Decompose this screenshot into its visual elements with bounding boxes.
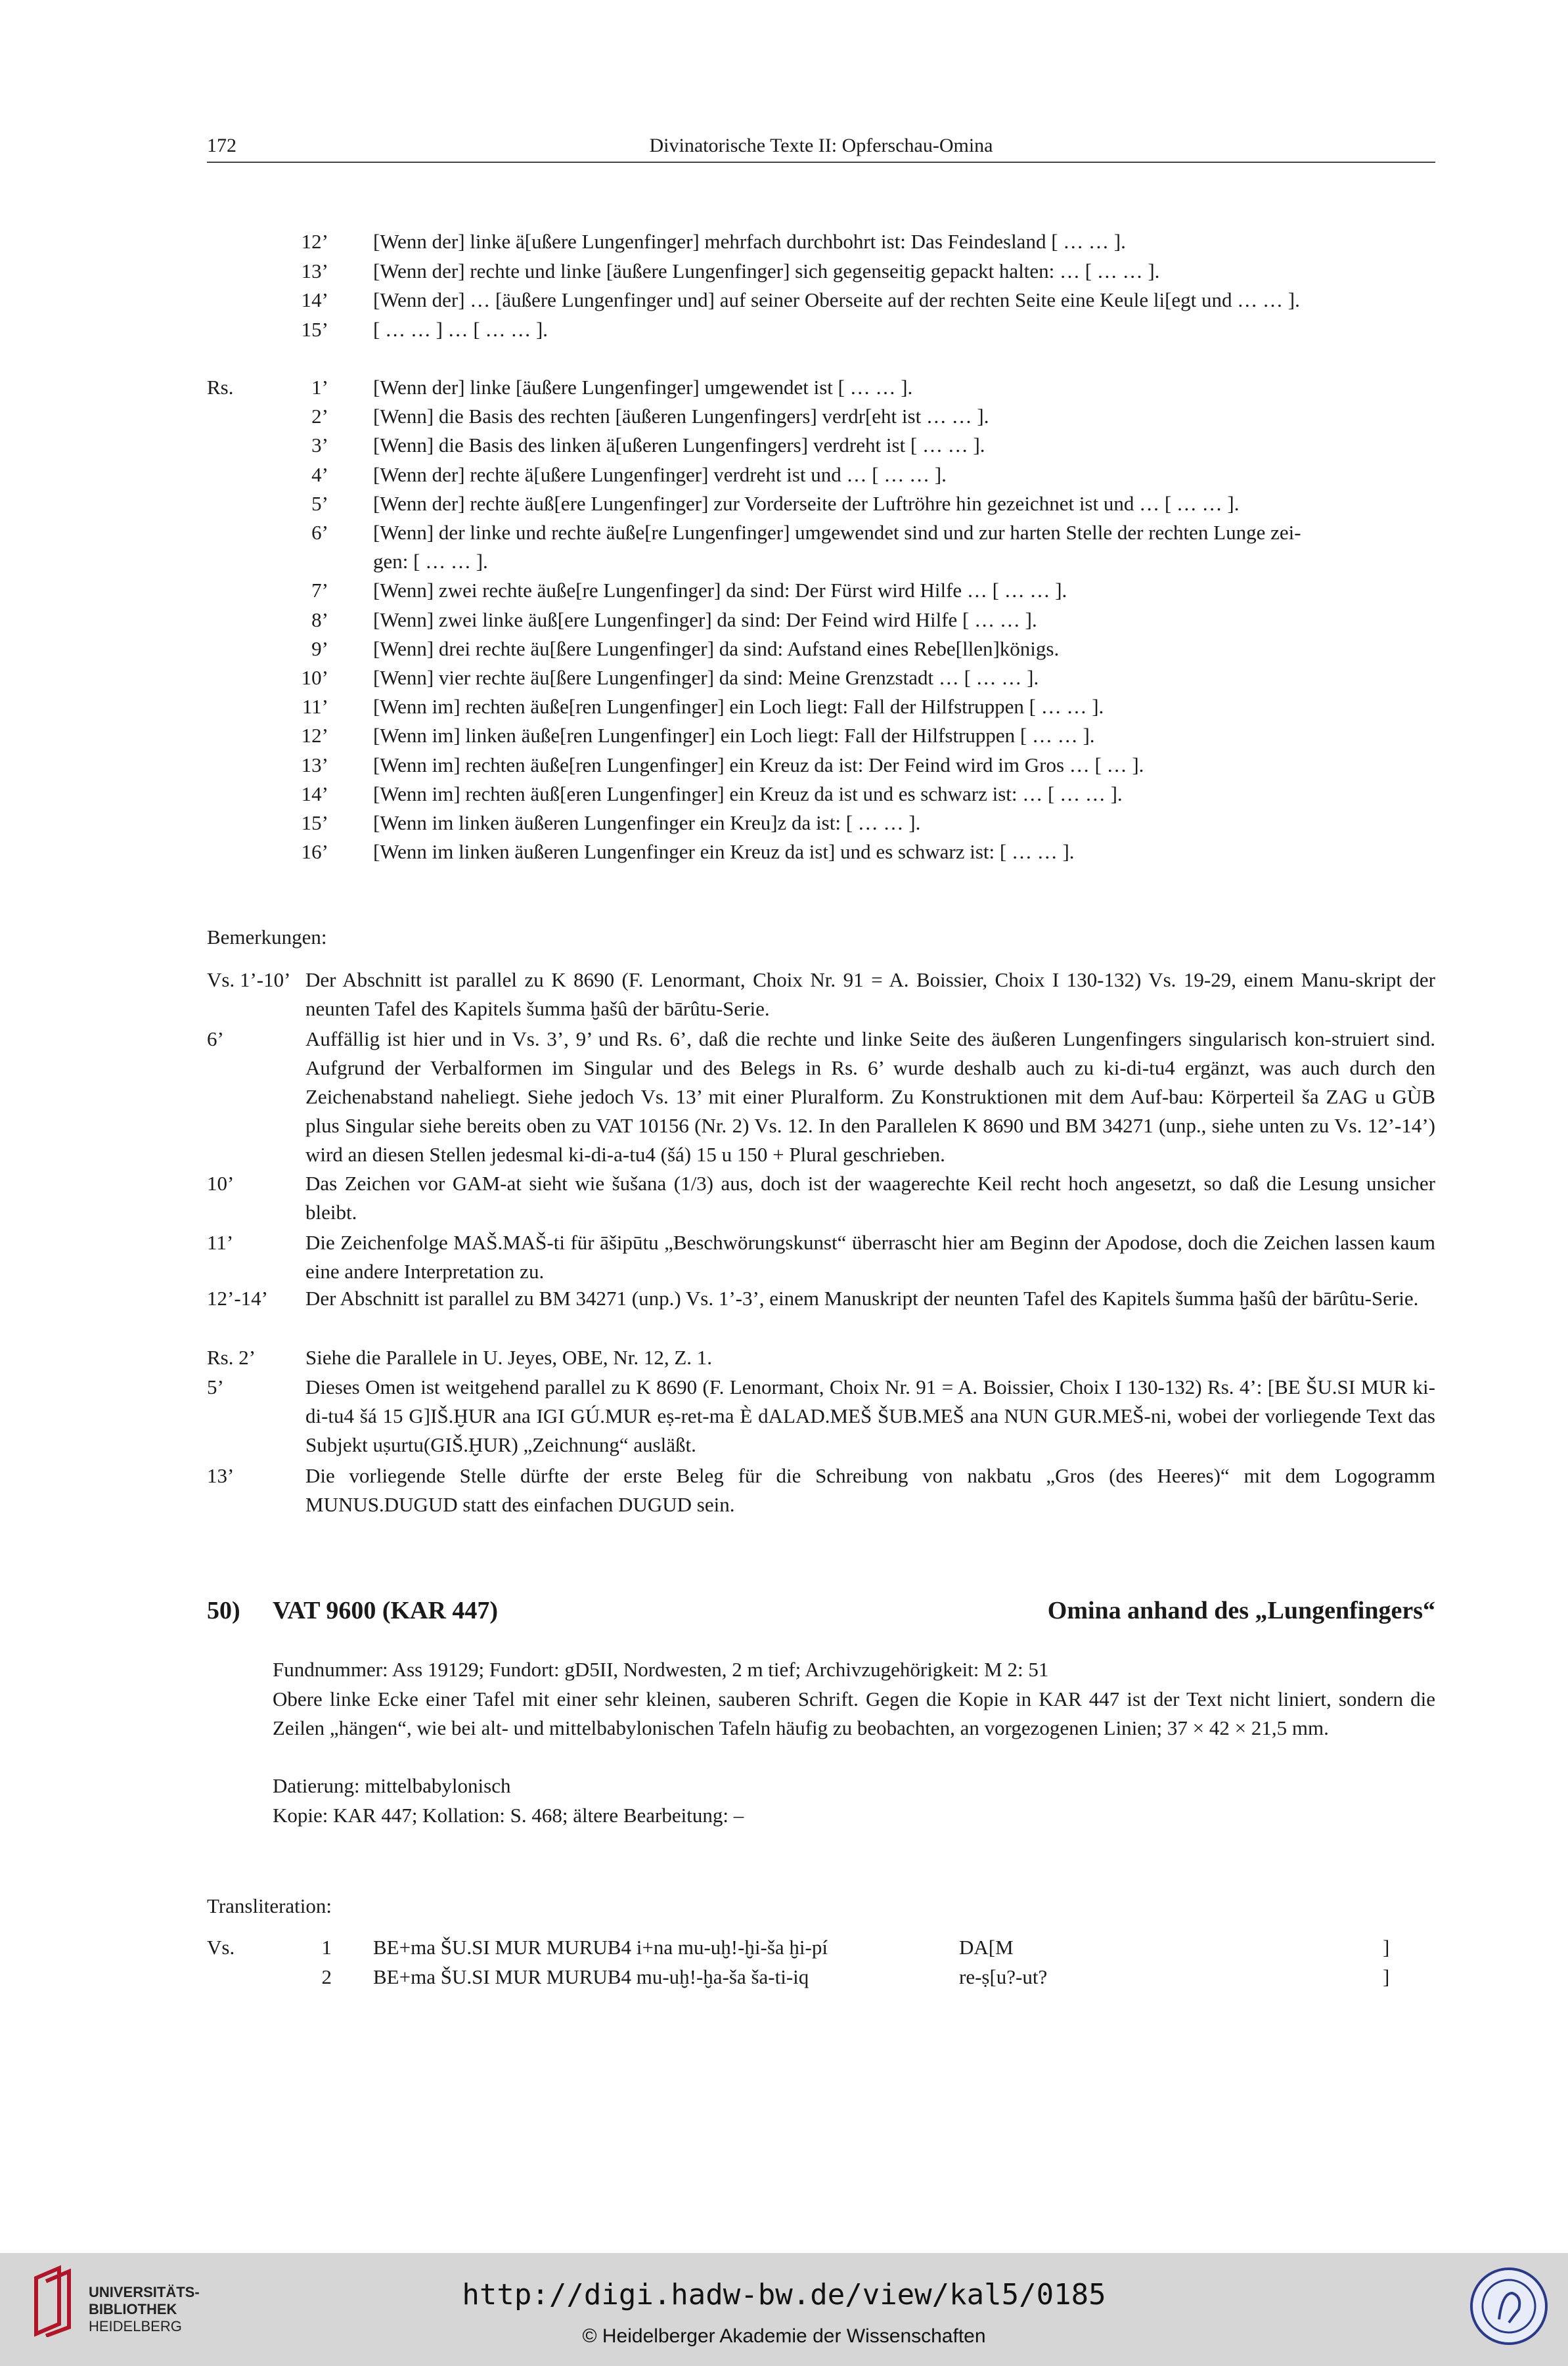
remark-text: Das Zeichen vor GAM-at sieht wie šušana (1/3) aus, doch ist der waagerechte Keil recht hoch angesetzt, so daß die Lesung unsicher bleibt.: [305, 1172, 1435, 1224]
line-number: 12’: [301, 230, 328, 253]
remark-text: Die vorliegende Stelle dürfte der erste Beleg für die Schreibung von nakbatu „Gros (des Heeres)“ mit dem Logogramm MUNUS.DUGUD statt des einfachen DUGUD sein.: [305, 1464, 1435, 1516]
translit-line-text: BE+ma ŠU.SI MUR MURUB4 i+na mu-uḫ!-ḫi-ša ḫi-pí: [373, 1936, 828, 1959]
remark-label: 6’: [207, 1027, 224, 1050]
remark-label: Vs. 1’-10’: [207, 968, 291, 991]
line-text: [Wenn im] rechten äuße[ren Lungenfinger] ein Kreuz da ist: Der Feind wird im Gros … [ … ].: [373, 753, 1144, 776]
header-rule: [207, 162, 1435, 163]
line-text: [Wenn im] linken äuße[ren Lungenfinger] ein Loch liegt: Fall der Hilfstruppen [ … … ].: [373, 724, 1095, 748]
section-subtitle: Omina anhand des „Lungenfingers“: [1047, 1597, 1435, 1624]
remark-text: Die Zeichenfolge MAŠ.MAŠ-ti für āšipūtu „Beschwörungskunst“ überrascht hier am Beginn der Apodose, doch die Zeichen lassen kaum eine andere Interpretation zu.: [305, 1231, 1435, 1283]
logo-line: UNIVERSITÄTS-: [89, 2284, 200, 2300]
line-text: [Wenn im] rechten äuß[eren Lungenfinger] ein Kreuz da ist und es schwarz ist: … [ … … ].: [373, 782, 1123, 805]
line-text: [Wenn] vier rechte äu[ßere Lungenfinger] da sind: Meine Grenzstadt … [ … … ].: [373, 666, 1039, 689]
line-text: [Wenn] zwei linke äuß[ere Lungenfinger] da sind: Der Feind wird Hilfe [ … … ].: [373, 608, 1037, 631]
running-title: Divinatorische Texte II: Opferschau-Omina: [649, 135, 993, 156]
line-number: 15’: [301, 317, 328, 341]
line-text: [Wenn] zwei rechte äuße[re Lungenfinger] da sind: Der Fürst wird Hilfe … [ … … ].: [373, 579, 1067, 602]
line-number: 16’: [301, 840, 328, 864]
line-text: [Wenn im] rechten äuße[ren Lungenfinger] ein Loch liegt: Fall der Hilfstruppen [ … … ].: [373, 695, 1104, 719]
line-text: [Wenn der] linke [äußere Lungenfinger] umgewendet ist [ … … ].: [373, 376, 913, 399]
section-paragraph: Obere linke Ecke einer Tafel mit einer sehr kleinen, sauberen Schrift. Gegen die Kopie in KAR 447 ist der Text nicht liniert, sondern die Zeilen „hängen“, wie bei alt- und mittelbabylonischen Tafeln häufig zu beobachten, an vorgezogenen Linien; 37 × 42 × 21,5 mm.: [273, 1687, 1435, 1739]
line-text: [Wenn] die Basis des linken ä[ußeren Lungenfingers] verdreht ist [ … … ].: [373, 434, 985, 457]
section-paragraph: Datierung: mittelbabylonisch: [273, 1774, 511, 1797]
section-number: 50): [207, 1597, 240, 1624]
academy-seal-icon: [1470, 2267, 1548, 2345]
line-number: 13’: [301, 753, 328, 776]
translit-line-number: 2: [321, 1965, 332, 1988]
translit-line-end: ]: [1383, 1965, 1390, 1988]
line-number: 1’: [311, 376, 328, 399]
line-text: [Wenn] drei rechte äu[ßere Lungenfinger] da sind: Aufstand eines Rebe[llen]königs.: [373, 636, 1060, 660]
line-number: 13’: [301, 259, 328, 282]
section-title: VAT 9600 (KAR 447): [273, 1597, 499, 1624]
transliteration-side: Vs.: [207, 1936, 235, 1959]
translit-line-text: BE+ma ŠU.SI MUR MURUB4 mu-uḫ!-ḫa-ša ša-ti-iq: [373, 1965, 809, 1988]
footer-copyright: © Heidelberger Akademie der Wissenschaften: [582, 2325, 986, 2347]
line-number: 2’: [311, 405, 328, 428]
remarks-heading: Bemerkungen:: [207, 926, 327, 949]
section-paragraph: Fundnummer: Ass 19129; Fundort: gD5II, Nordwesten, 2 m tief; Archivzugehörigkeit: M 2: 51: [273, 1658, 1049, 1681]
line-text: [Wenn der] rechte äuß[ere Lungenfinger] zur Vorderseite der Luftröhre hin gezeichnet ist und … [ … … ].: [373, 491, 1240, 515]
remark-text: Der Abschnitt ist parallel zu BM 34271 (unp.) Vs. 1’-3’, einem Manuskript der neunten Tafel des Kapitels šumma ḫašû der bārûtu-Serie.: [305, 1287, 1419, 1310]
line-text: [Wenn der] linke ä[ußere Lungenfinger] mehrfach durchbohrt ist: Das Feindesland [ … … ].: [373, 230, 1126, 253]
line-number: 5’: [311, 491, 328, 515]
remark-label: 11’: [207, 1231, 234, 1254]
section-paragraph: Kopie: KAR 447; Kollation: S. 468; ältere Bearbeitung: –: [273, 1804, 744, 1827]
line-text: gen: [ … … ].: [373, 550, 488, 573]
line-text: [Wenn im linken äußeren Lungenfinger ein Kreu]z da ist: [ … … ].: [373, 811, 921, 834]
line-text: [Wenn] die Basis des rechten [äußeren Lungenfingers] verdr[eht ist … … ].: [373, 405, 989, 428]
line-text: [Wenn der] rechte ä[ußere Lungenfinger] verdreht ist und … [ … … ].: [373, 462, 947, 486]
line-text: [ … … ] … [ … … ].: [373, 317, 549, 341]
remark-label: Rs. 2’: [207, 1346, 256, 1369]
remark-label: 10’: [207, 1172, 235, 1195]
line-number: 9’: [311, 636, 328, 660]
line-number: 3’: [311, 434, 328, 457]
footer-url-link[interactable]: http://digi.hadw-bw.de/view/kal5/0185: [462, 2278, 1106, 2311]
remark-text: Siehe die Parallele in U. Jeyes, OBE, Nr. 12, Z. 1.: [305, 1346, 713, 1369]
remark-label: 5’: [207, 1375, 224, 1398]
line-text: [Wenn im linken äußeren Lungenfinger ein Kreuz da ist] und es schwarz ist: [ … … ].: [373, 840, 1075, 864]
line-number: 15’: [301, 811, 328, 834]
reverse-label: Rs.: [207, 376, 234, 399]
line-number: 14’: [301, 288, 328, 311]
remark-label: 12’-14’: [207, 1287, 268, 1310]
translit-line-restore: DA[M: [959, 1936, 1014, 1959]
remark-text: Dieses Omen ist weitgehend parallel zu K 8690 (F. Lenormant, Choix Nr. 91 = A. Boissier, Choix I 130-132) Rs. 4’: [BE ŠU.SI MUR ki-di-tu4 šá 15 G]IŠ.ḪUR ana IGI GÚ.MUR eṣ-ret-ma È dALAD.MEŠ ŠUB.MEŠ ana NUN GUR.MEŠ-ni, wobei der vorliegende Text das Subjekt uṣurtu(GIŠ.ḪUR) „Zeichnung“ ausläßt.: [305, 1375, 1435, 1456]
logo-line: HEIDELBERG: [89, 2318, 182, 2334]
page-number: 172: [207, 135, 236, 156]
translit-line-restore: re-ṣ[u?-ut?: [959, 1965, 1048, 1988]
remark-text: Der Abschnitt ist parallel zu K 8690 (F. Lenormant, Choix Nr. 91 = A. Boissier, Choix I 130-132) Vs. 19-29, einem Manu-skript der neunten Tafel des Kapitels šumma ḫašû der bārûtu-Serie.: [305, 968, 1435, 1020]
line-number: 6’: [311, 521, 328, 544]
logo-line: BIBLIOTHEK: [89, 2301, 177, 2317]
line-text: [Wenn der] rechte und linke [äußere Lungenfinger] sich gegenseitig gepackt halten: … [ … … ].: [373, 259, 1160, 282]
line-number: 14’: [301, 782, 328, 805]
line-text: [Wenn der] … [äußere Lungenfinger und] auf seiner Oberseite auf der rechten Seite eine Keule li[egt und … … ].: [373, 288, 1300, 311]
translit-line-end: ]: [1383, 1936, 1390, 1959]
remark-text: Auffällig ist hier und in Vs. 3’, 9’ und Rs. 6’, daß die rechte und linke Seite des äußeren Lungenfingers singularisch kon-struiert sind. Aufgrund der Verbalformen im Singular und des Belegs in Rs. 6’ wurde deshalb auch zu ki-di-tu4 ergänzt, was auch durch den Zeichenabstand naheliegt. Siehe jedoch Vs. 13’ mit einer Pluralform. Zu Konstruktionen mit dem Auf-bau: Körperteil ša ZAG u GÙB plus Singular siehe bereits oben zu VAT 10156 (Nr. 2) Vs. 12. In den Parallelen K 8690 und BM 34271 (unp., siehe unten zu Vs. 12’-14’) wird an diesen Stellen jedesmal ki-di-a-tu4 (šá) 15 u 150 + Plural geschrieben.: [305, 1027, 1435, 1166]
line-number: 4’: [311, 462, 328, 486]
translit-line-number: 1: [321, 1936, 332, 1959]
line-text: [Wenn] der linke und rechte äuße[re Lungenfinger] umgewendet sind und zur harten Stelle der rechten Lunge zei-: [373, 521, 1301, 544]
remark-label: 13’: [207, 1464, 235, 1487]
line-number: 11’: [302, 695, 328, 719]
line-number: 7’: [311, 579, 328, 602]
line-number: 10’: [301, 666, 328, 689]
line-number: 8’: [311, 608, 328, 631]
transliteration-heading: Transliteration:: [207, 1894, 332, 1917]
line-number: 12’: [301, 724, 328, 748]
